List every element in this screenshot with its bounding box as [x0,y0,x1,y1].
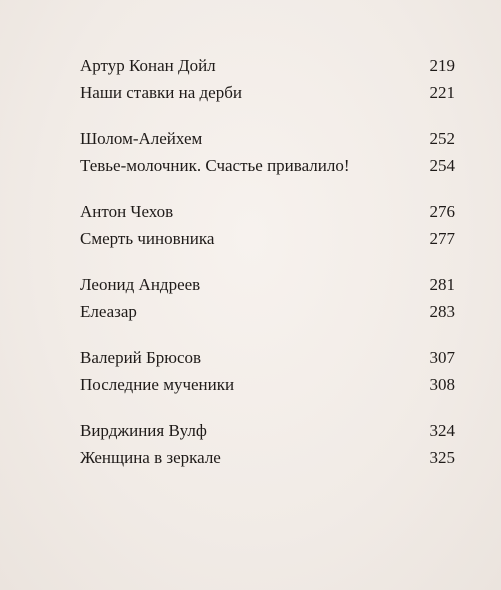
toc-group [80,344,455,398]
toc-title-row [80,298,455,325]
toc-author-page: 307 [429,348,455,367]
toc-title-row [80,371,455,398]
toc-author-row [80,198,455,225]
toc-author-row [80,52,455,79]
toc-group [80,125,455,179]
toc-author-row [80,417,455,444]
toc-author-row [80,271,455,298]
toc-author-page: 324 [429,421,455,440]
toc-title-page: 283 [429,302,455,321]
toc-title-page: 277 [429,229,455,248]
toc-author-row [80,344,455,371]
toc-author-page: 276 [429,202,455,221]
toc-title: Женщина в зеркале [80,448,221,467]
toc-author: Шолом-Алейхем [80,129,203,148]
toc-title: Наши ставки на дерби [80,83,242,102]
toc-title-row [80,79,455,106]
toc-author-page: 281 [429,275,455,294]
toc-title-page: 325 [429,448,455,467]
toc-author: Вирджиния Вулф [80,421,207,440]
toc-author: Леонид Андреев [80,275,201,294]
toc-title: Тевье-молочник. Счастье привалило! [80,156,350,175]
toc-author-page: 219 [429,56,455,75]
toc-title-page: 221 [429,83,455,102]
toc-author-row [80,125,455,152]
toc-title: Последние мученики [80,375,235,394]
toc-group [80,198,455,252]
toc-title-row [80,444,455,471]
toc-title-row [80,225,455,252]
toc-group [80,271,455,325]
toc-title-page: 308 [429,375,455,394]
toc-title: Елеазар [80,302,137,321]
toc-title: Смерть чиновника [80,229,215,248]
toc-author: Антон Чехов [80,202,174,221]
toc-group [80,417,455,471]
toc-title-row [80,152,455,179]
table-of-contents [80,52,455,490]
toc-group [80,52,455,106]
toc-author: Артур Конан Дойл [80,56,216,75]
toc-title-page: 254 [429,156,455,175]
toc-author: Валерий Брюсов [80,348,202,367]
toc-author-page: 252 [429,129,455,148]
